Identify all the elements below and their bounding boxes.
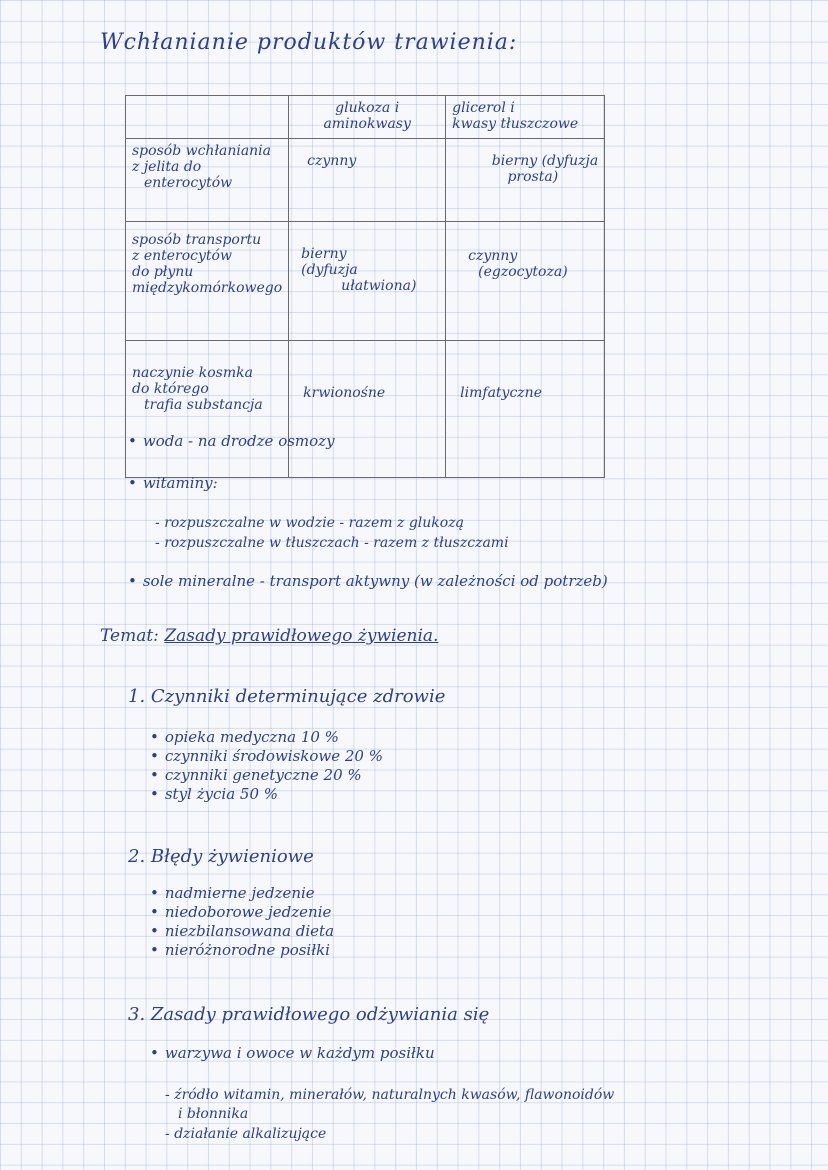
cell-line: czynny — [468, 248, 518, 264]
cell-line: limfatyczne — [460, 385, 542, 401]
note-vitamin-water: - rozpuszczalne w wodzie - razem z glukozą — [155, 514, 464, 533]
cell-line: międzykomórkowego — [132, 280, 283, 296]
cell-glucose — [289, 341, 446, 478]
topic-text: Zasady prawidłowego żywienia. — [164, 626, 439, 646]
list-item: • nadmierne jedzenie — [150, 884, 334, 903]
table-row — [126, 341, 605, 478]
cell-line: naczynie kosmka — [132, 365, 253, 381]
cell-line: (dyfuzja — [301, 262, 358, 278]
cell-glycerol — [446, 139, 605, 222]
list-item: • nieróżnorodne posiłki — [150, 941, 334, 960]
cell-line: trafia substancja — [144, 397, 263, 413]
cell-line: krwionośne — [303, 385, 386, 401]
cell-line: sposób transportu — [132, 232, 262, 248]
cell-line: bierny (dyfuzja — [491, 153, 599, 169]
row-label — [126, 222, 289, 341]
table-row — [126, 139, 605, 222]
topic-prefix: Temat: — [100, 626, 159, 646]
cell-glycerol — [446, 222, 605, 341]
cell-line: do którego — [132, 381, 209, 397]
header-line: aminokwasy — [323, 116, 411, 132]
note-vitamin-fat: - rozpuszczalne w tłuszczach - razem z tłuszczami — [155, 534, 509, 553]
section3-sub-fiber: i błonnika — [178, 1106, 249, 1122]
list-item: • styl życia 50 % — [150, 785, 383, 804]
absorption-table — [125, 95, 605, 478]
cell-glycerol — [446, 341, 605, 478]
lesson-topic — [100, 626, 438, 646]
cell-line: sposób wchłaniania — [132, 143, 272, 159]
cell-line: z enterocytów — [132, 248, 232, 264]
table-row — [126, 222, 605, 341]
list-item: • czynniki genetyczne 20 % — [150, 766, 383, 785]
row-label — [126, 139, 289, 222]
page-title: Wchłanianie produktów trawienia: — [100, 30, 518, 55]
note-water: • woda - na drodze osmozy — [128, 432, 335, 450]
section1-heading: 1. Czynniki determinujące zdrowie — [128, 686, 446, 707]
header-line: glukoza i — [335, 100, 400, 116]
list-item: • czynniki środowiskowe 20 % — [150, 747, 383, 766]
section1-list — [150, 728, 383, 804]
table-header-glycerol — [446, 96, 605, 139]
cell-line: prosta) — [507, 169, 559, 185]
section3-heading: 3. Zasady prawidłowego odżywiania się — [128, 1004, 490, 1025]
note-salts: • sole mineralne - transport aktywny (w zależności od potrzeb) — [128, 572, 608, 590]
header-line: kwasy tłuszczowe — [452, 116, 579, 132]
header-line: glicerol i — [452, 100, 515, 116]
section3-item: • warzywa i owoce w każdym posiłku — [150, 1044, 435, 1062]
table-header-row — [126, 96, 605, 139]
table-corner-cell — [126, 96, 289, 139]
cell-line: ułatwiona) — [341, 278, 417, 294]
note-vitamins: • witaminy: — [128, 474, 218, 492]
cell-glucose — [289, 222, 446, 341]
cell-glucose — [289, 139, 446, 222]
section3-sub-source: - źródło witamin, minerałów, naturalnych kwasów, flawonoidów — [165, 1086, 614, 1105]
cell-line: czynny — [307, 153, 357, 169]
section2-list — [150, 884, 334, 960]
row-label — [126, 341, 289, 478]
cell-line: enterocytów — [144, 175, 233, 191]
cell-line: (egzocytoza) — [478, 264, 568, 280]
list-item: • niedoborowe jedzenie — [150, 903, 334, 922]
table-header-glucose — [289, 96, 446, 139]
cell-line: do płynu — [132, 264, 194, 280]
list-item: • opieka medyczna 10 % — [150, 728, 383, 747]
section2-heading: 2. Błędy żywieniowe — [128, 846, 314, 867]
list-item: • niezbilansowana dieta — [150, 922, 334, 941]
cell-line: z jelita do — [132, 159, 202, 175]
cell-line: bierny — [301, 246, 347, 262]
section3-sub-alkaline: - działanie alkalizujące — [165, 1125, 326, 1144]
